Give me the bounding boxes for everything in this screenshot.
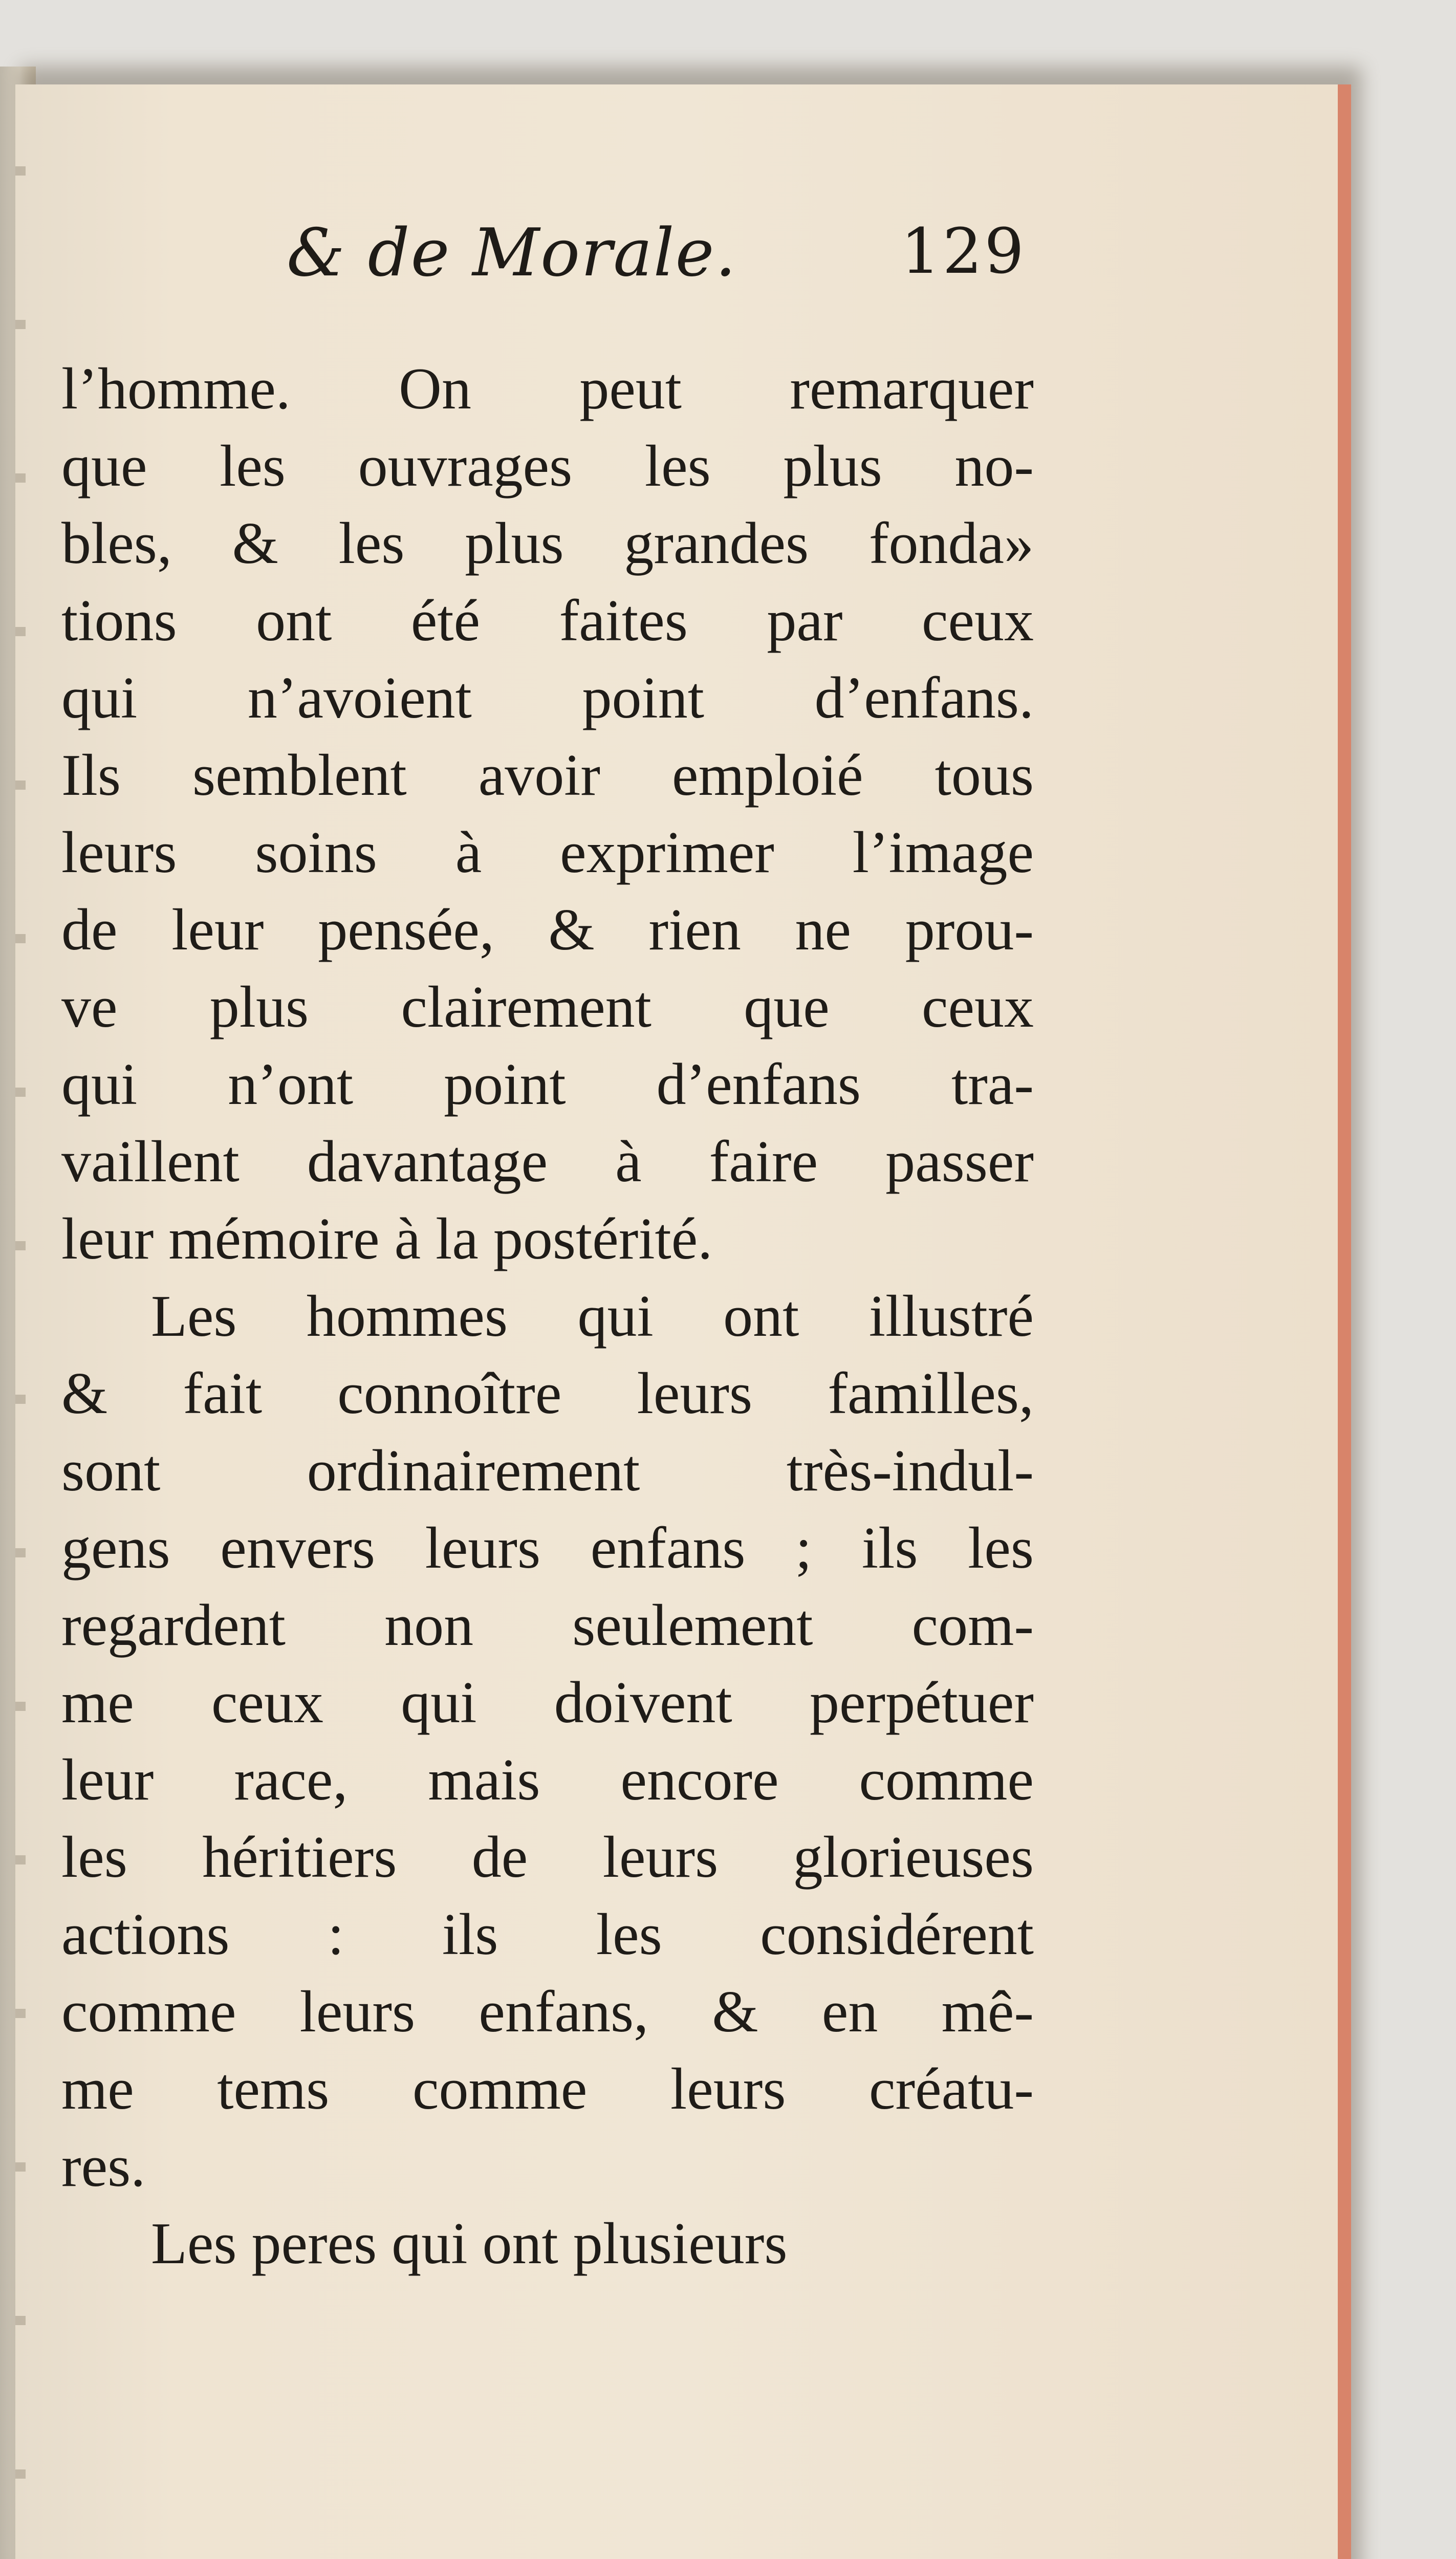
text-line: de leur pensée, & rien ne prou-	[61, 897, 1034, 963]
text-line: vaillent davantage à faire passer	[61, 1129, 1034, 1195]
page-header	[15, 200, 1338, 297]
text-line: Ils semblent avoir emploié tous	[61, 743, 1034, 808]
text-line: ve plus clairement que ceux	[61, 974, 1034, 1040]
text-line: l’homme. On peut remarquer	[61, 356, 1034, 422]
text-line: leurs soins à exprimer l’image	[61, 820, 1034, 885]
text-line: me ceux qui doivent perpétuer	[61, 1670, 1034, 1736]
running-head: & de Morale.	[287, 215, 737, 291]
text-line: bles, & les plus grandes fonda»	[61, 511, 1034, 576]
gutter-show-through	[15, 84, 26, 2559]
paragraph-start-line: Les hommes qui ont illustré	[151, 1284, 1034, 1349]
text-line: qui n’ont point d’enfans tra-	[61, 1052, 1034, 1117]
page-number: 129	[901, 215, 1026, 288]
paragraph-start-line: Les peres qui ont plusieurs	[151, 2211, 788, 2276]
text-line: me tems comme leurs créatu-	[61, 2056, 1034, 2122]
body-text	[61, 351, 1034, 2283]
text-line: gens envers leurs enfans ; ils les	[61, 1515, 1034, 1581]
text-line: leur mémoire à la postérité.	[61, 1206, 713, 1272]
text-line: qui n’avoient point d’enfans.	[61, 665, 1034, 731]
text-line: actions : ils les considérent	[61, 1902, 1034, 1967]
text-line: comme leurs enfans, & en mê-	[61, 1979, 1034, 2045]
book-page	[15, 84, 1351, 2559]
text-line: leur race, mais encore comme	[61, 1747, 1034, 1813]
text-line: & fait connoître leurs familles,	[61, 1361, 1034, 1426]
text-line: que les ouvrages les plus no-	[61, 433, 1034, 499]
text-line: res.	[61, 2134, 146, 2199]
text-line: regardent non seulement com-	[61, 1593, 1034, 1658]
text-line: tions ont été faites par ceux	[61, 588, 1034, 654]
text-line: sont ordinairement très-indul-	[61, 1438, 1034, 1504]
text-line: les héritiers de leurs glorieuses	[61, 1825, 1034, 1890]
